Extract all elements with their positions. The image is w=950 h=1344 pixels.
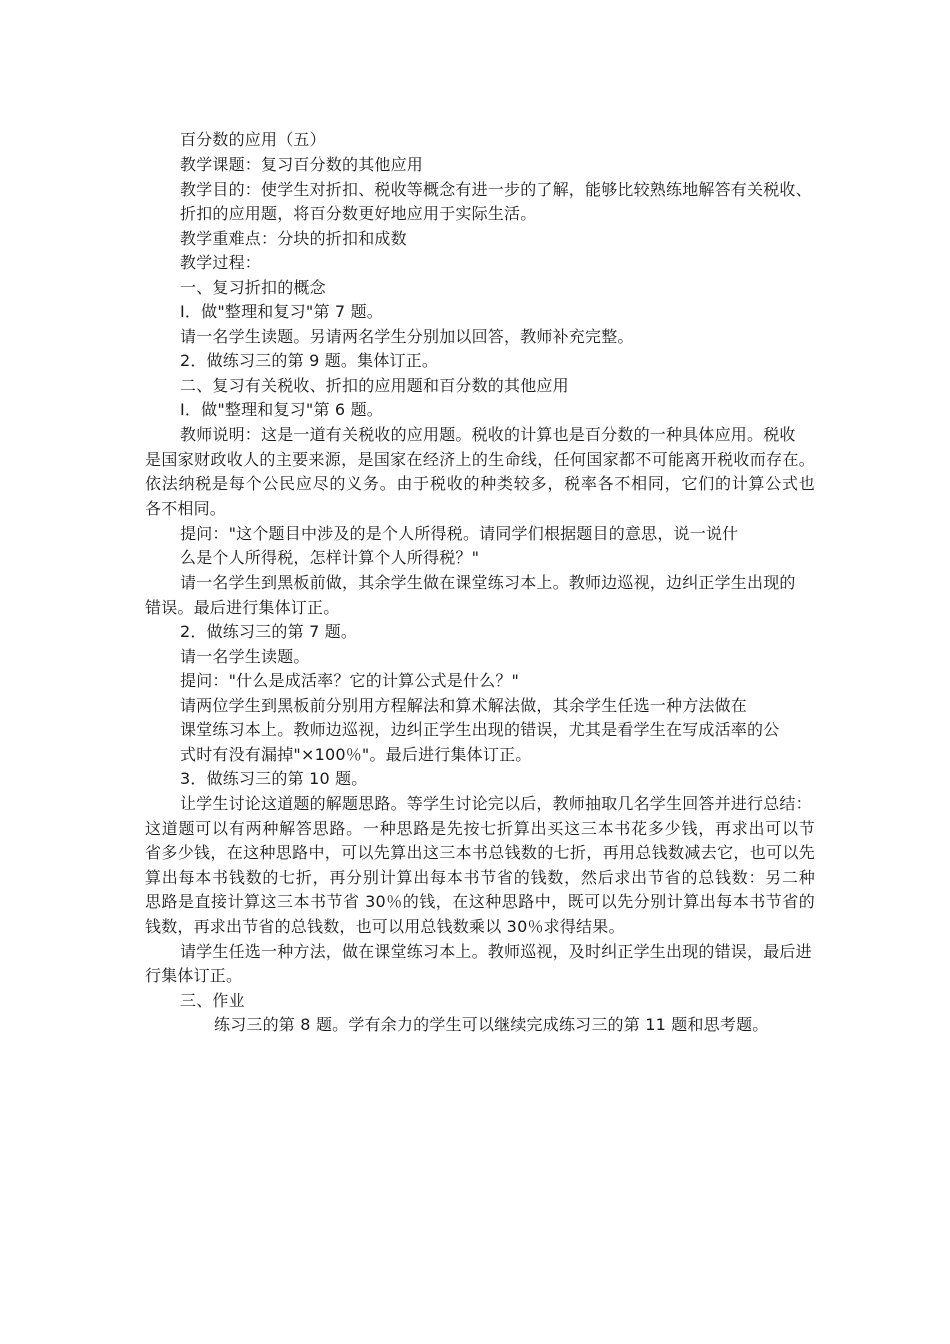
section-2-heading: 二、复习有关税收、折扣的应用题和百分数的其他应用 [180,376,569,395]
discuss-line-5: 思路是直接计算这三本书节省 30％的钱，在这种思路中，既可以先分别计算出每本书节省的 [145,892,815,911]
explain-line-1: 教师说明：这是一道有关税收的应用题。税收的计算也是百分数的一种具体应用。税收 [180,425,796,444]
lesson-title: 百分数的应用（五） [180,130,326,149]
read-2: 请一名学生读题。 [180,647,310,666]
section-2-item-2: 2．做练习三的第 7 题。 [180,622,358,641]
board-2-line-3: 式时有没有漏掉"×100％"。最后进行集体订正。 [180,745,532,764]
lesson-goal-line-1: 教学目的：使学生对折扣、税收等概念有进一步的了解，能够比较熟练地解答有关税收、 [180,180,812,199]
explain-line-4: 各不相同。 [145,499,227,518]
lesson-goal-line-2: 折扣的应用题，将百分数更好地应用于实际生活。 [180,204,537,223]
key-points: 教学重难点：分块的折扣和成数 [180,229,407,248]
section-2-item-1: I．做"整理和复习"第 6 题。 [180,400,383,419]
lesson-topic: 教学课题：复习百分数的其他应用 [180,155,424,174]
process-heading: 教学过程： [180,253,262,272]
discuss-line-6: 钱数，再求出节省的总钱数，也可以用总钱数乘以 30％求得结果。 [145,917,625,936]
section-1-item-1-detail: 请一名学生读题。另请两名学生分别加以回答，教师补充完整。 [180,327,634,346]
board-2-line-1: 请两位学生到黑板前分别用方程解法和算术解法做，其余学生任选一种方法做在 [180,696,748,715]
explain-line-2: 是国家财政收人的主要来源，是国家在经济上的生命线，任何国家都不可能离开税收而存在。 [145,450,815,469]
discuss-line-1: 让学生讨论这道题的解题思路。等学生讨论完以后，教师抽取几名学生回答并进行总结： [180,794,812,813]
section-1-heading: 一、复习折扣的概念 [180,278,326,297]
section-2-item-3: 3．做练习三的第 10 题。 [180,769,368,788]
question-1-line-1: 提问："这个题目中涉及的是个人所得税。请同学们根据题目的意思，说一说什 [180,524,739,543]
homework-line: 练习三的第 8 题。学有余力的学生可以继续完成练习三的第 11 题和思考题。 [214,1015,769,1034]
board-1-line-2: 错误。最后进行集体订正。 [145,598,340,617]
section-1-item-2: 2．做练习三的第 9 题。集体订正。 [180,351,439,370]
section-3-heading: 三、作业 [180,991,245,1010]
question-2: 提问："什么是成活率？它的计算公式是什么？" [180,671,520,690]
choose-line-2: 行集体订正。 [145,966,243,985]
board-1-line-1: 请一名学生到黑板前做，其余学生做在课堂练习本上。教师边巡视，边纠正学生出现的 [180,573,796,592]
discuss-line-3: 省多少钱，在这种思路中，可以先算出这三本书总钱数的七折，再用总钱数减去它，也可以先 [145,843,815,862]
discuss-line-4: 算出每本书钱数的七折，再分别计算出每本书节省的钱数，然后求出节省的总钱数：另二种 [145,868,815,887]
question-1-line-2: 么是个人所得税，怎样计算个人所得税？" [180,548,480,567]
explain-line-3: 依法纳税是每个公民应尽的义务。由于税收的种类较多，税率各不相同，它们的计算公式也 [145,474,815,493]
discuss-line-2: 这道题可以有两种解答思路。一种思路是先按七折算出买这三本书花多少钱，再求出可以节 [145,819,815,838]
choose-line-1: 请学生任选一种方法，做在课堂练习本上。教师巡视，及时纠正学生出现的错误，最后进 [180,942,812,961]
section-1-item-1: I．做"整理和复习"第 7 题。 [180,302,383,321]
board-2-line-2: 课堂练习本上。教师边巡视，边纠正学生出现的错误，尤其是看学生在写成活率的公 [180,720,780,739]
